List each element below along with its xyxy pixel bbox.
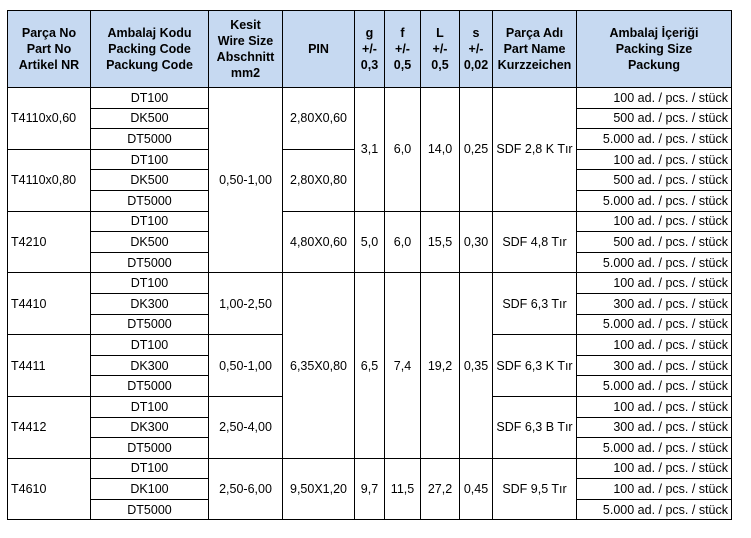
packing-code-cell: DT100 xyxy=(91,458,209,479)
packing-size-cell: 300 ad. / pcs. / stück xyxy=(577,355,732,376)
packing-size-cell: 100 ad. / pcs. / stück xyxy=(577,479,732,500)
packing-size-cell: 5.000 ad. / pcs. / stück xyxy=(577,252,732,273)
s-cell: 0,35 xyxy=(460,273,493,458)
packing-code-cell: DT5000 xyxy=(91,252,209,273)
header-s-value: 0,02 xyxy=(463,58,489,72)
packing-code-cell: DK500 xyxy=(91,108,209,129)
part-no-cell: T4110x0,60 xyxy=(8,88,91,150)
wire-size-cell: 2,50-6,00 xyxy=(209,458,283,520)
packing-code-cell: DT5000 xyxy=(91,190,209,211)
l-cell: 15,5 xyxy=(421,211,460,273)
header-packing-size xyxy=(577,11,732,88)
header-l-tol: +/- xyxy=(432,42,448,56)
part-no-cell: T4110x0,80 xyxy=(8,149,91,211)
header-wire-size-tr: Kesit xyxy=(230,18,261,32)
pin-cell: 9,50X1,20 xyxy=(283,458,355,520)
header-s-label: s xyxy=(472,26,480,40)
packing-code-cell: DT5000 xyxy=(91,499,209,520)
header-wire-size-unit: mm2 xyxy=(230,66,261,80)
s-cell: 0,30 xyxy=(460,211,493,273)
table-row xyxy=(8,458,732,479)
table-row xyxy=(8,211,732,232)
packing-size-cell: 5.000 ad. / pcs. / stück xyxy=(577,314,732,335)
packing-size-cell: 5.000 ad. / pcs. / stück xyxy=(577,129,732,150)
header-part-name-tr: Parça Adı xyxy=(505,26,564,40)
l-cell: 14,0 xyxy=(421,88,460,212)
packing-code-cell: DT5000 xyxy=(91,314,209,335)
header-packing-size-en: Packing Size xyxy=(615,42,693,56)
header-packing-code-tr: Ambalaj Kodu xyxy=(107,26,192,40)
header-packing-size-de: Packung xyxy=(627,58,681,72)
header-l xyxy=(421,11,460,88)
g-cell: 3,1 xyxy=(355,88,385,212)
packing-code-cell: DT5000 xyxy=(91,438,209,459)
packing-code-cell: DK300 xyxy=(91,293,209,314)
header-g-label: g xyxy=(365,26,374,40)
l-cell: 19,2 xyxy=(421,273,460,458)
packing-size-cell: 100 ad. / pcs. / stück xyxy=(577,458,732,479)
header-g xyxy=(355,11,385,88)
spec-table-container xyxy=(7,10,732,520)
header-wire-size-en: Wire Size xyxy=(217,34,274,48)
part-no-cell: T4410 xyxy=(8,273,91,335)
header-part-no xyxy=(8,11,91,88)
header-wire-size xyxy=(209,11,283,88)
pin-cell: 2,80X0,80 xyxy=(283,149,355,211)
packing-code-cell: DK100 xyxy=(91,479,209,500)
header-f-label: f xyxy=(400,26,405,40)
header-part-name-de: Kurzzeichen xyxy=(497,58,572,72)
packing-size-cell: 500 ad. / pcs. / stück xyxy=(577,108,732,129)
header-l-value: 0,5 xyxy=(431,58,449,72)
f-cell: 6,0 xyxy=(385,211,421,273)
l-cell: 27,2 xyxy=(421,458,460,520)
packing-size-cell: 100 ad. / pcs. / stück xyxy=(577,273,732,294)
part-name-cell: SDF 4,8 Tır xyxy=(493,211,577,273)
header-part-name xyxy=(493,11,577,88)
packing-code-cell: DT100 xyxy=(91,149,209,170)
header-part-no-de: Artikel NR xyxy=(18,58,80,72)
header-s-tol: +/- xyxy=(468,42,484,56)
packing-size-cell: 100 ad. / pcs. / stück xyxy=(577,88,732,109)
packing-code-cell: DT5000 xyxy=(91,129,209,150)
header-pin: PIN xyxy=(283,11,355,88)
packing-code-cell: DK300 xyxy=(91,417,209,438)
packing-code-cell: DK500 xyxy=(91,232,209,253)
packing-size-cell: 500 ad. / pcs. / stück xyxy=(577,170,732,191)
packing-code-cell: DT100 xyxy=(91,273,209,294)
g-cell: 9,7 xyxy=(355,458,385,520)
packing-size-cell: 500 ad. / pcs. / stück xyxy=(577,232,732,253)
header-row xyxy=(8,11,732,88)
packing-size-cell: 5.000 ad. / pcs. / stück xyxy=(577,376,732,397)
part-no-cell: T4610 xyxy=(8,458,91,520)
table-row xyxy=(8,273,732,294)
packing-code-cell: DK300 xyxy=(91,355,209,376)
header-packing-code-en: Packing Code xyxy=(108,42,191,56)
header-g-value: 0,3 xyxy=(360,58,379,72)
f-cell: 7,4 xyxy=(385,273,421,458)
header-part-name-en: Part Name xyxy=(503,42,566,56)
part-name-cell: SDF 6,3 K Tır xyxy=(493,335,577,397)
header-f-tol: +/- xyxy=(395,42,410,56)
packing-code-cell: DT100 xyxy=(91,396,209,417)
header-l-label: L xyxy=(436,26,444,40)
packing-size-cell: 100 ad. / pcs. / stück xyxy=(577,149,732,170)
part-name-cell: SDF 6,3 B Tır xyxy=(493,396,577,458)
part-name-cell: SDF 2,8 K Tır xyxy=(493,88,577,212)
packing-size-cell: 5.000 ad. / pcs. / stück xyxy=(577,499,732,520)
packing-size-cell: 100 ad. / pcs. / stück xyxy=(577,211,732,232)
header-f-value: 0,5 xyxy=(393,58,412,72)
header-wire-size-de: Abschnitt xyxy=(216,50,275,64)
packing-size-cell: 100 ad. / pcs. / stück xyxy=(577,335,732,356)
spec-table xyxy=(7,10,732,520)
table-row xyxy=(8,88,732,109)
wire-size-cell: 2,50-4,00 xyxy=(209,396,283,458)
header-g-tol: +/- xyxy=(362,42,377,56)
s-cell: 0,25 xyxy=(460,88,493,212)
f-cell: 6,0 xyxy=(385,88,421,212)
packing-size-cell: 300 ad. / pcs. / stück xyxy=(577,417,732,438)
g-cell: 6,5 xyxy=(355,273,385,458)
part-name-cell: SDF 6,3 Tır xyxy=(493,273,577,335)
header-part-no-en: Part No xyxy=(26,42,72,56)
header-part-no-tr: Parça No xyxy=(21,26,77,40)
header-s xyxy=(460,11,493,88)
packing-size-cell: 5.000 ad. / pcs. / stück xyxy=(577,438,732,459)
wire-size-cell: 0,50-1,00 xyxy=(209,335,283,397)
part-no-cell: T4210 xyxy=(8,211,91,273)
header-packing-size-tr: Ambalaj İçeriği xyxy=(609,26,699,40)
part-no-cell: T4412 xyxy=(8,396,91,458)
s-cell: 0,45 xyxy=(460,458,493,520)
part-no-cell: T4411 xyxy=(8,335,91,397)
f-cell: 11,5 xyxy=(385,458,421,520)
pin-cell: 2,80X0,60 xyxy=(283,88,355,150)
wire-size-cell: 1,00-2,50 xyxy=(209,273,283,335)
header-packing-code-de: Packung Code xyxy=(106,58,193,72)
packing-size-cell: 5.000 ad. / pcs. / stück xyxy=(577,190,732,211)
wire-size-cell: 0,50-1,00 xyxy=(209,88,283,273)
pin-cell: 4,80X0,60 xyxy=(283,211,355,273)
packing-code-cell: DT100 xyxy=(91,335,209,356)
packing-size-cell: 300 ad. / pcs. / stück xyxy=(577,293,732,314)
packing-code-cell: DT100 xyxy=(91,211,209,232)
packing-size-cell: 100 ad. / pcs. / stück xyxy=(577,396,732,417)
packing-code-cell: DK500 xyxy=(91,170,209,191)
packing-code-cell: DT5000 xyxy=(91,376,209,397)
packing-code-cell: DT100 xyxy=(91,88,209,109)
pin-cell: 6,35X0,80 xyxy=(283,273,355,458)
part-name-cell: SDF 9,5 Tır xyxy=(493,458,577,520)
header-packing-code xyxy=(91,11,209,88)
g-cell: 5,0 xyxy=(355,211,385,273)
header-f xyxy=(385,11,421,88)
